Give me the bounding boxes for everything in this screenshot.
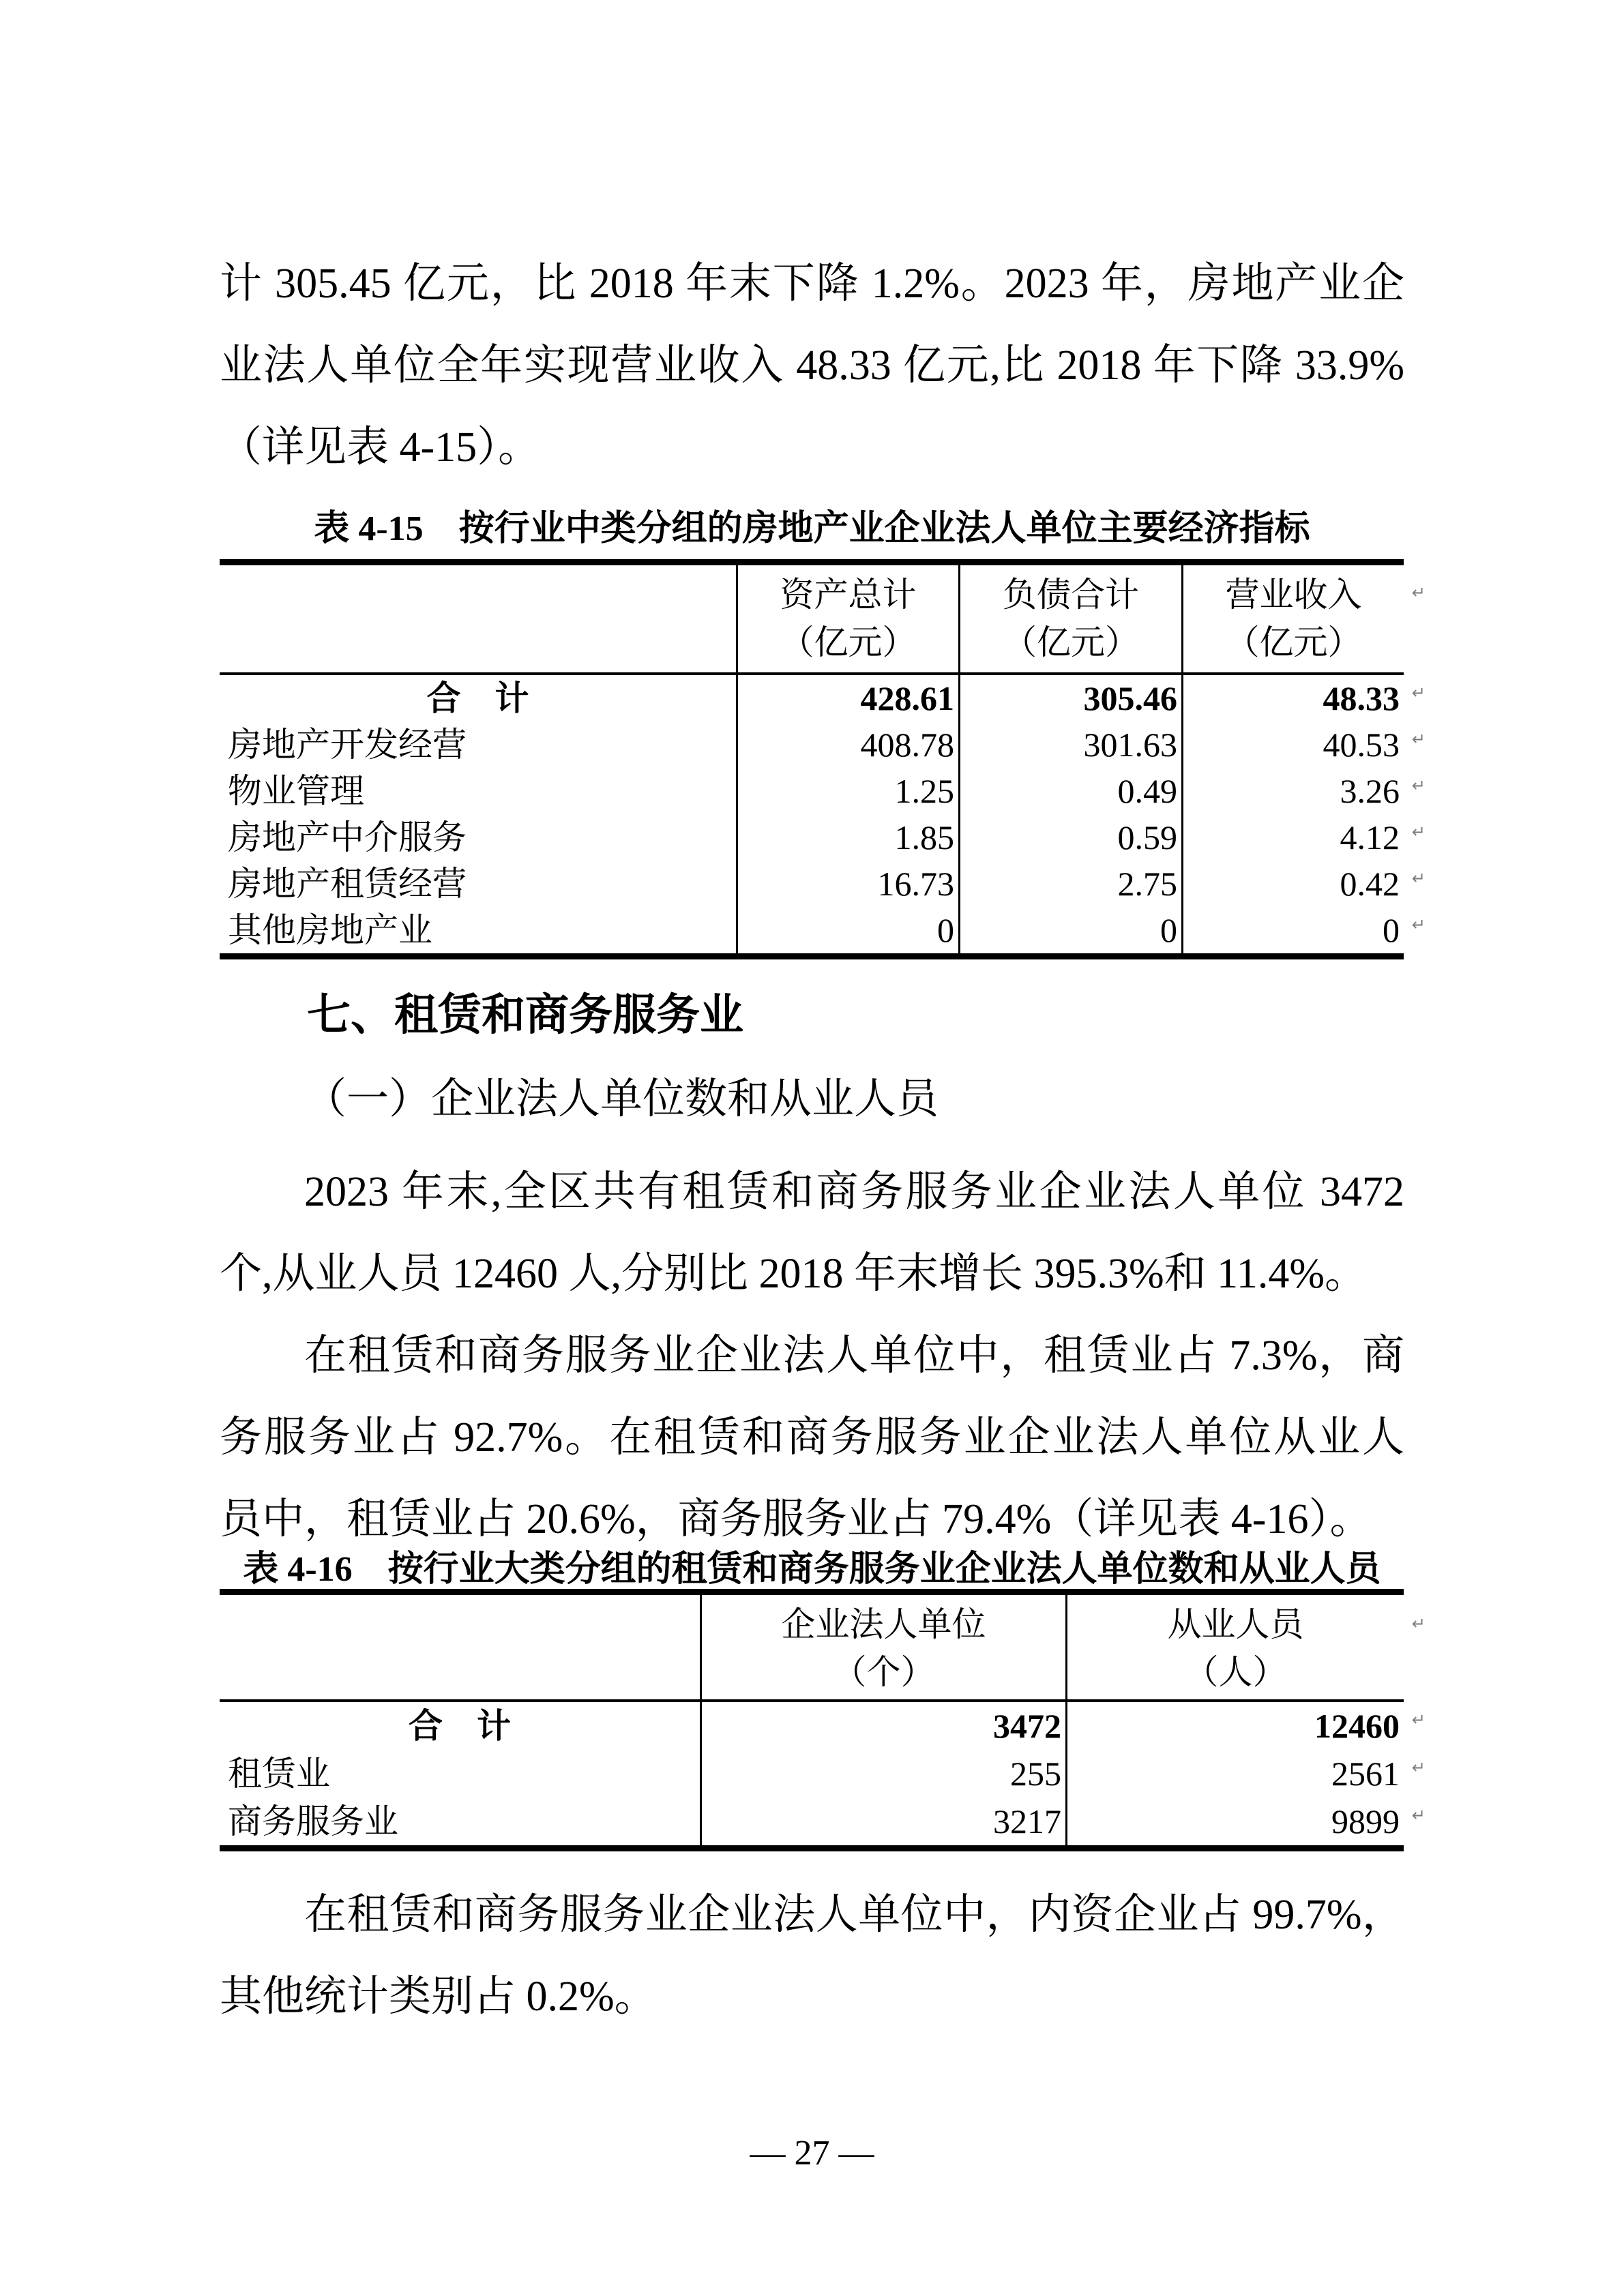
cell-revenue: 48.33: [1181, 675, 1404, 721]
paragraph-mark-icon: ↵: [1411, 730, 1426, 749]
header-unit: （亿元）: [1225, 623, 1362, 661]
header-cell-liabilities: [958, 565, 1181, 672]
table-row-total: [220, 675, 1426, 721]
cell-assets: 0: [736, 907, 958, 953]
header-line: 负债合计: [1003, 576, 1139, 614]
row-label: 物业管理: [228, 772, 364, 810]
header-line: 企业法人单位: [781, 1605, 986, 1643]
section-heading-leasing-business-services: 七、租赁和商务服务业: [307, 990, 743, 1039]
paragraph-line: （详见表 4-15）。: [220, 424, 541, 471]
cell-assets: 428.61: [736, 675, 958, 721]
row-label: 其他房地产业: [228, 911, 432, 949]
table-row: [220, 907, 1426, 953]
cell-revenue: 4.12: [1181, 814, 1404, 861]
paragraph-mark-icon: ↵: [1411, 822, 1426, 841]
paragraph-domestic-share: [220, 1874, 1404, 2038]
paragraph-mark-icon: ↵: [1411, 915, 1426, 934]
paragraph-line: 计 305.45 亿元，比 2018 年末下降 1.2%。2023 年，房地产业企: [220, 260, 1404, 307]
subsection-heading-units-and-employees: （一）企业法人单位数和从业人员: [304, 1076, 939, 1122]
cell-liabilities: 305.46: [958, 675, 1181, 721]
paragraph-line: 其他统计类别占 0.2%。: [220, 1973, 657, 2020]
paragraph-line: 员中，租赁业占 20.6%，商务服务业占 79.4%（详见表 4-16）。: [220, 1496, 1372, 1542]
table-row: [220, 1750, 1426, 1798]
header-cell-revenue: [1181, 565, 1404, 672]
cell-liabilities: 2.75: [958, 861, 1181, 907]
cell-units: 255: [700, 1750, 1065, 1798]
header-line: 从业人员: [1167, 1605, 1304, 1643]
row-label: 商务服务业: [228, 1802, 398, 1840]
paragraph-mark-icon: ↵: [1411, 869, 1426, 888]
table-4-16-header-row: [220, 1595, 1426, 1702]
paragraph-mark-icon: ↵: [1411, 1614, 1426, 1633]
row-label: 合 计: [426, 679, 529, 717]
cell-employees: 2561: [1065, 1750, 1404, 1798]
cell-units: 3472: [700, 1702, 1065, 1750]
paragraph-line: 业法人单位全年实现营业收入 48.33 亿元,比 2018 年下降 33.9%: [220, 342, 1404, 389]
cell-employees: 9899: [1065, 1798, 1404, 1845]
table-row: [220, 814, 1426, 861]
row-label: 房地产开发经营: [228, 726, 467, 764]
page-number: — 27 —: [750, 2134, 874, 2173]
row-label: 房地产中介服务: [228, 818, 467, 856]
paragraph-line: 在租赁和商务服务业企业法人单位中，内资企业占 99.7%，: [304, 1892, 1404, 1938]
cell-revenue: 3.26: [1181, 768, 1404, 814]
header-cell-empty: [220, 565, 736, 672]
cell-liabilities: 0: [958, 907, 1181, 953]
cell-assets: 16.73: [736, 861, 958, 907]
paragraph-share-breakdown: [220, 1315, 1404, 1560]
cell-revenue: 0.42: [1181, 861, 1404, 907]
table-4-15-header-row: [220, 565, 1426, 675]
cell-assets: 408.78: [736, 721, 958, 768]
header-cell-empty: [220, 1595, 700, 1699]
table-row: [220, 768, 1426, 814]
cell-units: 3217: [700, 1798, 1065, 1845]
table-row: [220, 861, 1426, 907]
header-unit: （亿元）: [1003, 623, 1139, 661]
header-unit: （个）: [832, 1653, 935, 1691]
header-line: 营业收入: [1225, 576, 1362, 614]
cell-liabilities: 0.59: [958, 814, 1181, 861]
cell-assets: 1.25: [736, 768, 958, 814]
paragraph-line: 2023 年末,全区共有租赁和商务服务业企业法人单位 3472: [304, 1169, 1404, 1215]
row-label: 合 计: [409, 1707, 511, 1745]
header-cell-units: [700, 1595, 1065, 1699]
header-cell-assets: [736, 565, 958, 672]
header-line: 资产总计: [780, 576, 917, 614]
paragraph-mark-icon: ↵: [1411, 776, 1426, 795]
table-4-16-title: 表 4-16 按行业大类分组的租赁和商务服务业企业法人单位数和从业人员: [243, 1550, 1381, 1589]
row-label: 租赁业: [228, 1755, 330, 1793]
paragraph-mark-icon: ↵: [1411, 683, 1426, 702]
cell-revenue: 40.53: [1181, 721, 1404, 768]
paragraph-line: 在租赁和商务服务业企业法人单位中，租赁业占 7.3%，商: [304, 1332, 1404, 1379]
table-4-15: [220, 559, 1426, 959]
header-cell-employees: [1065, 1595, 1404, 1699]
header-unit: （亿元）: [780, 623, 917, 661]
table-4-16: [220, 1589, 1426, 1851]
table-row-total: [220, 1702, 1426, 1750]
cell-liabilities: 301.63: [958, 721, 1181, 768]
paragraph-line: 务服务业占 92.7%。在租赁和商务服务业企业法人单位从业人: [220, 1414, 1404, 1461]
paragraph-mark-icon: ↵: [1411, 583, 1426, 602]
paragraph-units-employees: [220, 1151, 1404, 1315]
header-unit: （人）: [1184, 1653, 1287, 1691]
table-4-15-title: 表 4-15 按行业中类分组的房地产业企业法人单位主要经济指标: [314, 509, 1310, 548]
paragraph-mark-icon: ↵: [1411, 1758, 1426, 1777]
row-label: 房地产租赁经营: [228, 865, 467, 903]
table-row: [220, 1798, 1426, 1845]
paragraph-mark-icon: ↵: [1411, 1710, 1426, 1729]
cell-assets: 1.85: [736, 814, 958, 861]
paragraph-line: 个,从业人员 12460 人,分别比 2018 年末增长 395.3%和 11.4%。: [220, 1251, 1367, 1297]
cell-revenue: 0: [1181, 907, 1404, 953]
paragraph-mark-icon: ↵: [1411, 1806, 1426, 1825]
cell-employees: 12460: [1065, 1702, 1404, 1750]
paragraph-real-estate-summary: [220, 243, 1404, 488]
table-row: [220, 721, 1426, 768]
cell-liabilities: 0.49: [958, 768, 1181, 814]
